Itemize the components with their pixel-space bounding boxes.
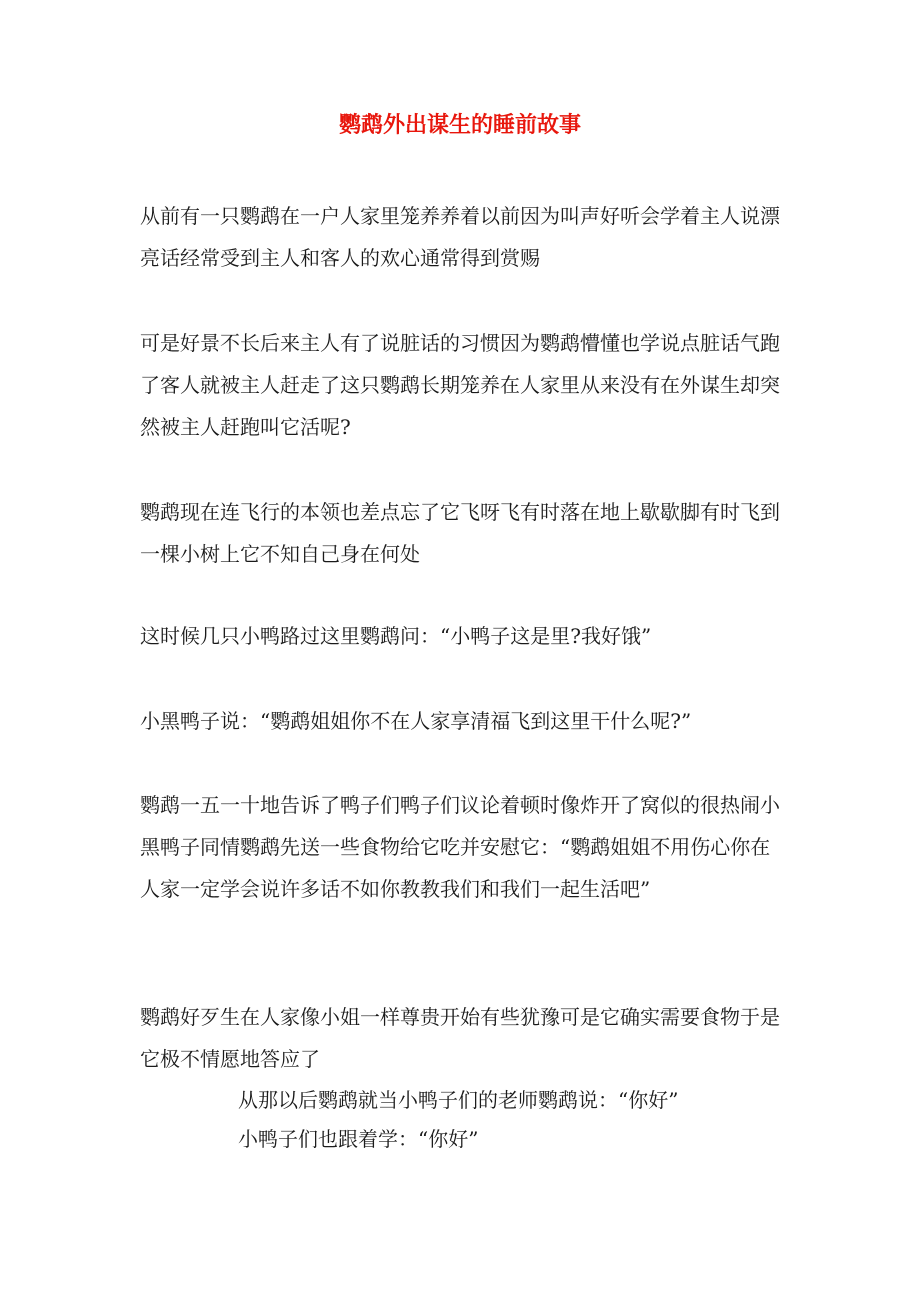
paragraph-7: 鹦鹉好歹生在人家像小姐一样尊贵开始有些犹豫可是它确实需要食物于是它极不情愿地答应了	[140, 1005, 780, 1071]
page-title: 鹦鹉外出谋生的睡前故事	[338, 112, 581, 138]
paragraph-4: 这时候几只小鸭路过这里鹦鹉问：“小鸭子这是里?我好饿”	[140, 624, 652, 648]
paragraph-6: 鹦鹉一五一十地告诉了鸭子们鸭子们议论着顿时像炸开了窝似的很热闹小黑鸭子同情鹦鹉先送一些食物给它吃并安慰它：“鹦鹉姐姐不用伤心你在人家一定学会说许多话不如你教教我们和我们一起生活吧”	[140, 793, 780, 901]
paragraph-2: 可是好景不长后来主人有了说脏话的习惯因为鹦鹉懵懂也学说点脏话气跑了客人就被主人赶走了这只鹦鹉长期笼养在人家里从来没有在外谋生却突然被主人赶跑叫它活呢?	[140, 331, 780, 439]
paragraph-5: 小黑鸭子说：“鹦鹉姐姐你不在人家享清福飞到这里干什么呢?”	[140, 709, 692, 733]
indented-line-1: 从那以后鹦鹉就当小鸭子们的老师鹦鹉说：“你好”	[238, 1088, 679, 1112]
paragraph-1: 从前有一只鹦鹉在一户人家里笼养养着以前因为叫声好听会学着主人说漂亮话经常受到主人和客人的欢心通常得到赏赐	[140, 204, 780, 270]
indented-line-2: 小鸭子们也跟着学：“你好”	[238, 1127, 479, 1151]
paragraph-3: 鹦鹉现在连飞行的本领也差点忘了它飞呀飞有时落在地上歇歇脚有时飞到一棵小树上它不知自己身在何处	[140, 500, 780, 566]
